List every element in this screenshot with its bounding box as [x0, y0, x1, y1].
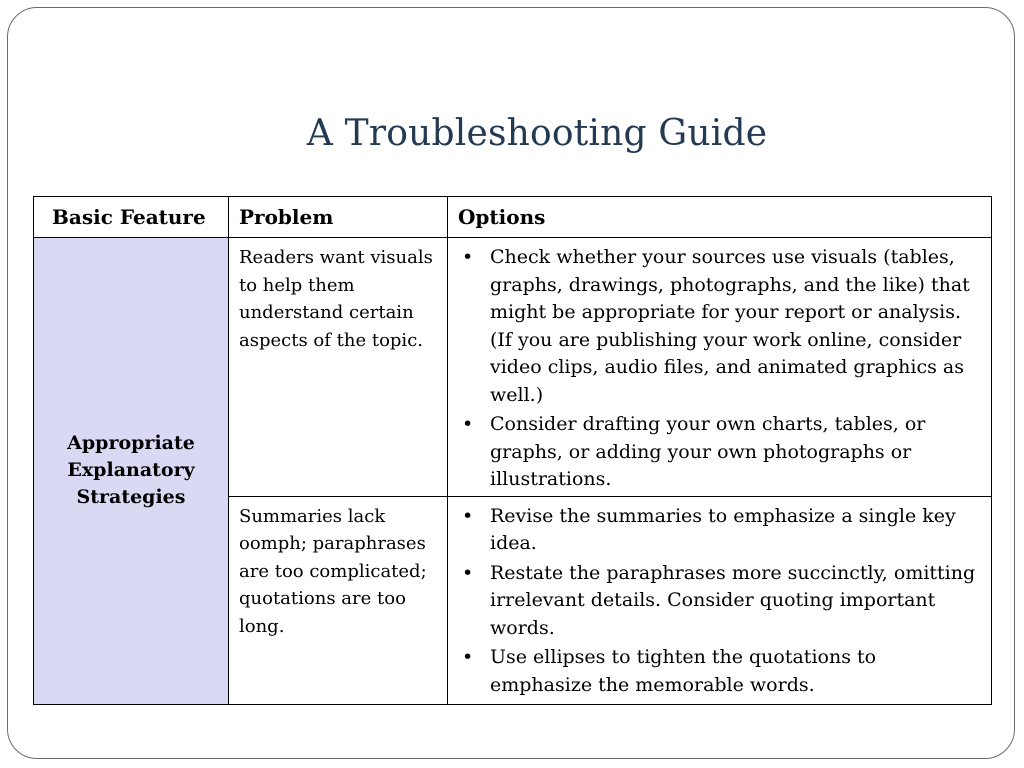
header-problem: Problem [229, 197, 448, 238]
bullet-icon: • [462, 561, 474, 584]
header-basic-feature: Basic Feature [34, 197, 229, 238]
option-item [458, 644, 981, 699]
table-row [34, 238, 992, 497]
option-text: Revise the summaries to emphasize a single key idea. [490, 504, 956, 554]
option-item [458, 503, 981, 558]
bullet-icon: • [462, 413, 474, 435]
bullet-icon: • [462, 646, 474, 668]
option-item [458, 244, 981, 409]
slide-title: A Troubleshooting Guide [306, 113, 768, 154]
options-cell [448, 496, 992, 704]
option-text: Use ellipses to tighten the quotations to emphasize the memorable words. [490, 646, 877, 696]
bullet-icon: • [462, 246, 474, 268]
options-cell [448, 238, 992, 497]
option-text: Check whether your sources use visuals (tables, graphs, drawings, photographs, and the like) that might be appropriate for your report or analysis. (If you are publishing your work online, consider video clips, audio files, and animated graphics as well.) [490, 246, 970, 406]
options-list [458, 503, 981, 700]
option-item [458, 411, 981, 494]
table-header-row [34, 197, 992, 238]
problem-cell: Readers want visuals to help them understand certain aspects of the topic. [229, 238, 448, 497]
troubleshooting-table [33, 196, 992, 705]
option-text: Consider drafting your own charts, tables, or graphs, or adding your own photographs or illustrations. [490, 413, 926, 490]
bullet-icon: • [462, 504, 474, 527]
option-text: Restate the paraphrases more succinctly, omitting irrelevant details. Consider quoting important words. [490, 561, 976, 639]
header-options: Options [448, 197, 992, 238]
options-list [458, 244, 981, 494]
problem-cell: Summaries lack oomph; paraphrases are too complicated; quotations are too long. [229, 496, 448, 704]
option-item [458, 560, 981, 643]
feature-cell: Appropriate Explanatory Strategies [34, 238, 229, 705]
